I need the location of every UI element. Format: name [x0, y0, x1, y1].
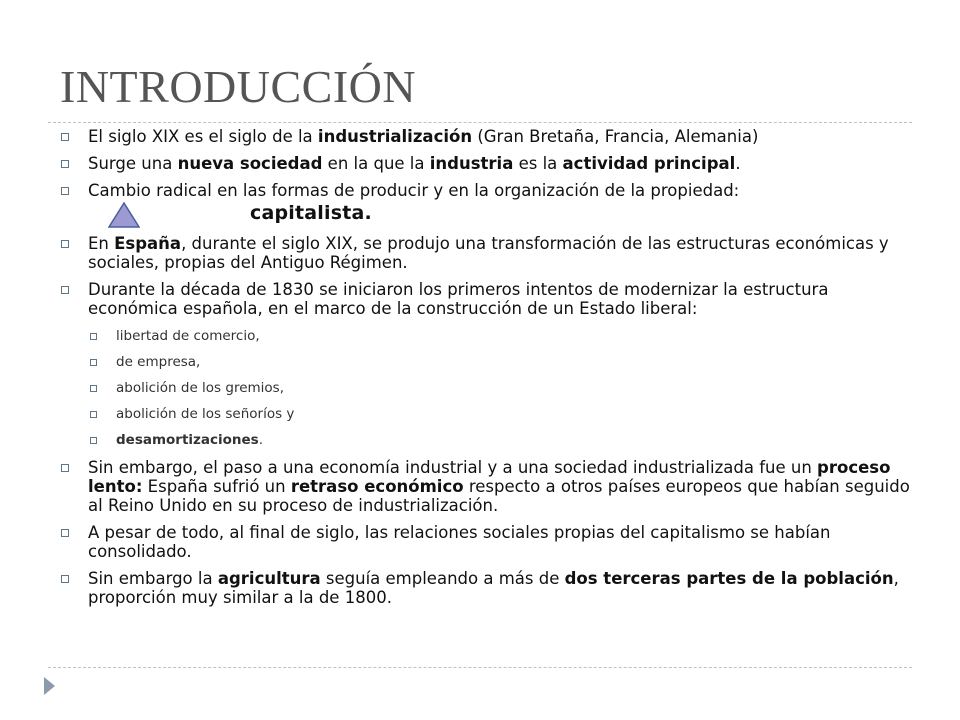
capitalista-line: [60, 200, 920, 234]
bullet-text: Cambio radical en las formas de producir y en la organización de la propiedad:: [88, 181, 740, 200]
bullet-square-icon: [61, 187, 69, 195]
sub-bullet-text: .: [258, 432, 264, 448]
bullet-text: en la que la: [322, 154, 430, 173]
bullet-text: Surge una: [88, 154, 178, 173]
bullet-text: Sin embargo la: [88, 569, 218, 588]
slide-content: [60, 127, 920, 615]
bullet-7: [60, 523, 920, 561]
divider-bottom: [48, 667, 912, 668]
bullet-text: El siglo XIX es el siglo de la: [88, 127, 318, 146]
bullet-5: [60, 280, 920, 318]
divider-top: [48, 122, 912, 123]
bullet-text: .: [735, 154, 741, 173]
bullet-square-icon: [61, 240, 69, 248]
capitalista-period: .: [364, 202, 372, 224]
bullet-3: [60, 181, 920, 200]
sub-bullet-text: abolición de los señoríos y: [116, 406, 295, 422]
bullet-text: Sin embargo, el paso a una economía industrial y a una sociedad industrializada fue un: [88, 458, 818, 477]
sub-bullet-1: [60, 328, 920, 344]
slide-title: INTRODUCCIÓN: [60, 61, 417, 112]
bullet-bold-text: dos terceras partes de la población: [564, 569, 894, 588]
bullet-square-icon: [61, 286, 69, 294]
sub-bullet-5: [60, 432, 920, 448]
capitalista-label: [250, 202, 372, 224]
bullet-bold-text: retraso económico: [290, 477, 464, 496]
triangle-shape-icon: [108, 202, 140, 228]
bullet-text: seguía empleando a más de: [320, 569, 565, 588]
bullet-bold-text: industrialización: [317, 127, 473, 146]
bullet-square-icon: [61, 529, 69, 537]
bullet-square-icon: [90, 411, 97, 418]
bullet-square-icon: [61, 160, 69, 168]
bullet-square-icon: [61, 133, 69, 141]
bullet-bold-text: industria: [429, 154, 514, 173]
bullet-square-icon: [90, 437, 97, 444]
bullet-square-icon: [61, 575, 69, 583]
sub-bullet-text: de empresa,: [116, 354, 201, 370]
bullet-2: [60, 154, 920, 173]
bullet-bold-text: proceso lento:: [88, 458, 891, 496]
capitalista-word: capitalista: [250, 202, 365, 224]
sub-bullet-3: [60, 380, 920, 396]
bullet-bold-text: agricultura: [217, 569, 321, 588]
bullet-square-icon: [90, 385, 97, 392]
bullet-bold-text: nueva sociedad: [177, 154, 323, 173]
sub-bullet-text: abolición de los gremios,: [116, 380, 284, 396]
bullet-text: En: [88, 234, 115, 253]
bullet-text: , proporción muy similar a la de 1800.: [88, 569, 899, 607]
bullet-square-icon: [90, 359, 97, 366]
bullet-square-icon: [61, 464, 69, 472]
bullet-8: [60, 569, 920, 607]
bullet-text: Durante la década de 1830 se iniciaron los primeros intentos de modernizar la estructura económica española, en el marco de la construcción de un Estado liberal:: [88, 280, 829, 318]
sub-bullet-4: [60, 406, 920, 422]
bullet-text: A pesar de todo, al final de siglo, las relaciones sociales propias del capitalismo se habían consolidado.: [88, 523, 831, 561]
bullet-text: respecto a otros países europeos que habían seguido al Reino Unido en su proceso de industrialización.: [88, 477, 910, 515]
bullet-text: España sufrió un: [142, 477, 291, 496]
sub-bullet-text: libertad de comercio,: [116, 328, 260, 344]
bullet-bold-text: actividad principal: [562, 154, 736, 173]
bullet-text: (Gran Bretaña, Francia, Alemania): [472, 127, 759, 146]
sub-bullet-bold-text: desamortizaciones: [116, 432, 259, 448]
bullet-1: [60, 127, 920, 146]
triangle-right-nav-icon[interactable]: [44, 677, 55, 695]
bullet-square-icon: [90, 333, 97, 340]
bullet-text: es la: [513, 154, 563, 173]
bullet-text: , durante el siglo XIX, se produjo una transformación de las estructuras económicas y sociales, propias del Antiguo Régimen.: [88, 234, 889, 272]
bullet-6: [60, 458, 920, 515]
bullet-4: [60, 234, 920, 272]
bullet-bold-text: España: [114, 234, 182, 253]
sub-bullet-2: [60, 354, 920, 370]
